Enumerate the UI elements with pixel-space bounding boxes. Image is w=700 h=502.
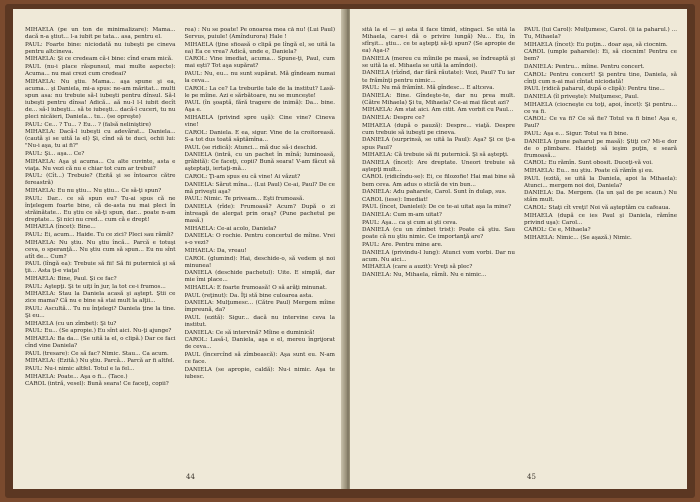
page-number-left: 44 [186,473,195,481]
dialogue-paragraph: PAUL (lîngă ea): Trebuie să fii! Să fii puternică şi să ţii... Asta ţi-e viaţa! [25,261,176,275]
dialogue-paragraph: DANIELA (rîzînd, dar fără răutate): Vezi, Paul? Tu iar te frămînţi pentru nimic... [362,70,515,84]
dialogue-paragraph: CAROL: Ce va fi? Ce să fie? Totul va fi bine! Aşa e, Paul? [524,116,677,130]
dialogue-paragraph: MIHAELA (care a auzit): Vreţi să plec? [362,264,473,271]
dialogue-paragraph: MIHAELA (cu un zîmbet): Şi tu? [25,320,117,327]
dialogue-paragraph: DANIELA (rîde): Frumoasă? Acum? După o zi întreagă de alergat prin oraş? (Pune pachetul pe masă.) [184,203,335,224]
dialogue-paragraph: MIHAELA (după o pauză): Despre... viaţă. Despre cum trebuie să iubeşti pe cineva. [362,122,515,136]
dialogue-paragraph: MIHAELA (după ce ies Paul şi Daniela, rămîne privind uşa): Carol... [524,212,677,226]
dialogue-paragraph: MIHAELA: Da, vreau! [184,247,247,254]
dialogue-paragraph: PAUL (lui Carol): Mulţumesc, Carol. (îi ia paharul.) ... Tu, Mihaela? [524,27,677,41]
dialogue-paragraph: PAUL (tresare): Ce să fac? Nimic. Stau... Ca acum. [25,350,169,357]
dialogue-paragraph: DANIELA: Adu paharele, Carol. Sunt în dulap, sus. [362,189,507,196]
dialogue-paragraph: DANIELA: Da. Mergem. (Ia un şal de pe scaun.) Nu stăm mult. [524,190,677,204]
dialogue-paragraph: MIHAELA: Ce-ai acolo, Daniela? [184,225,277,232]
dialogue-paragraph: MIHAELA (încet): Bine... [25,224,96,231]
left-page-columns [25,27,335,467]
dialogue-paragraph: MIHAELA (privind spre uşă): Cine vine? Cineva vine! [184,115,335,129]
dialogue-paragraph: PAUL: (Cît...) Trebuie? (Ezită şi se întoarce către fereastră) [25,173,176,187]
dialogue-paragraph: CAROL: La ce? La treburile tale de la institut? Lasă-le pe mîine. Azi e sărbătoare, nu se munceşte! [184,85,335,99]
dialogue-paragraph: DANIELA: Pentru... mîine. Pentru concert. [524,64,645,71]
dialogue-paragraph: MIHAELA: Aşa şi acuma... Cu alte cuvinte, asta e viaţa. Nu vezi că nu e chiar tot cum ar trebui? [25,158,176,172]
dialogue-paragraph: PAUL: Ascultă... Tu nu înţelegi? Daniela ţine la tine. Şi eu... [25,306,176,320]
dialogue-paragraph: PAUL: Nu mă frămînt. Mă gîndesc... E altceva. [362,85,495,92]
dialogue-paragraph: CAROL (glumind): Hai, deschide-o, să vedem şi noi minunea! [184,255,335,269]
dialogue-paragraph: DANIELA (îl priveşte): Mulţumesc, Paul. [524,93,639,100]
left-page [13,9,346,489]
dialogue-paragraph: DANIELA: Nu, Mihaela, rămîi. Nu e nimic... [362,272,487,279]
dialogue-paragraph: MIHAELA: Nu ştiu. Nu ştiu încă... Parcă e totuşi ceva, o speranţă... Nu ştiu cum să spun... Eu nu sînt atît de... Cum? [25,239,176,260]
dialogue-paragraph: DANIELA (pune paharul pe masă): Ştiţi ce? Mi-e dor de o plimbare. Haideţi să ieşim puţin, e seară frumoasă... [524,138,677,159]
dialogue-paragraph: PAUL: Eu... (Se apropie.) Eu sînt aici. Nu-ţi ajunge? [25,328,172,335]
dialogue-paragraph: MIHAELA: E foarte frumoasă! O să arăţi minunat. [184,284,327,291]
dialogue-paragraph: DANIELA (mereu cu mîinile pe masă, se îndreaptă şi se uită la el. Mihaela se uită la amîndoi). [362,55,515,69]
dialogue-paragraph: sită la el — şi asta îl face tîmid, stîngaci. Se uită la Mihaela, care-i dă o privire lungă) Nu... Eu, în sfîrşit... ştiu... ce te aştepţi să-ţi spun? (Se apropie de ea) Aşa-i? [362,27,515,55]
dialogue-paragraph: MIHAELA: Stau la Daniela acasă şi aştept. Ştii ce zice mama? Că nu e bine să stai mult la alţii... [25,291,176,305]
dialogue-paragraph: PAUL (încercînd să zîmbească): Aşa sunt eu. N-am ce face. [184,351,335,365]
dialogue-paragraph: MIHAELA: Bine, Paul. Şi ce fac? [25,276,117,283]
dialogue-paragraph: DANIELA: Cum m-am uitat? [362,212,442,219]
dialogue-paragraph: CAROL (iese): Imediat! [362,196,428,203]
dialogue-paragraph: CAROL: Staţi cît vreţi! Noi vă aşteptăm cu cafeaua. [524,205,671,212]
dialogue-paragraph: DANIELA (intră, cu un pachet în mînă; luminoasă, grăbită): Ce faceţi, copii? Bună seara! V-am făcut să aşteptaţi, iertaţi-mă... [184,152,335,173]
right-page [350,9,687,489]
dialogue-paragraph: CAROL: Eu rămîn. Sunt obosit. Duceţi-vă voi. [524,160,653,167]
dialogue-paragraph: PAUL: Aştepţi. Şi te uiţi în jur, la tot ce-i frumos... [25,283,166,290]
dialogue-paragraph: rea) : Nu se poate! Pe onoarea mea că nu! (Lui Paul) Servus, puiule! (Amîndurora) Hale ! [184,27,335,41]
dialogue-paragraph: CAROL: Vine imediat, acuma... Spune-ţi, Paul, cum mai eşti? Tot aşa supărat? [184,56,335,70]
dialogue-paragraph: PAUL (în şoaptă, fără tragere de inimă): Da... bine. Aşa e. [184,100,335,114]
open-book [5,4,695,498]
dialogue-paragraph: DANIELA (se apropie, caldă): Nu-i nimic. Aşa te iubesc. [184,366,335,380]
dialogue-paragraph: PAUL (ezită): Sigur... dacă nu intervine ceva la institut. [184,314,335,328]
dialogue-paragraph: DANIELA: Sărut mîna... (Lui Paul) Ce-ai, Paul? De ce mă priveşti aşa? [184,181,335,195]
dialogue-paragraph: CAROL (umple paharele): Ei, să ciocnim! Pentru ce bem? [524,49,677,63]
dialogue-paragraph: MIHAELA: Nu ştiu. Mama... aşa spune şi ea, acuma... şi Daniela, mi-a spus: ne-am măritat... multi spun asa: nu trebuie să-l iubeşti pentru dînsul. Să-l iubeşti pentru dînsa! Adică... aă nu-l l-l iubit decît de... să-l iubeşti... să te iubeşti... dacă-l cuceri, tu nu pleci nicăieri, Daniela... tu... (se opreşte) [25,78,176,120]
dialogue-paragraph: PAUL (ezită, se uită la Daniela, apoi la Mihaela): Atunci... mergem noi doi, Daniela? [524,175,677,189]
dialogue-paragraph: DANIELA (privindu-l lung): Atunci vom vorbi. Dar nu acum. Nu aici... [362,249,515,263]
dialogue-paragraph: CAROL: Lasă-l, Daniela, aşa e el, mereu îngrijorat de ceva... [184,337,335,351]
dialogue-paragraph: PAUL (încet, Danielei): De ce te-ai uitat aşa la mine? [362,204,511,211]
dialogue-paragraph: PAUL (ridică paharul, după o clipă): Pentru tine... [524,86,665,93]
dialogue-paragraph: DANIELA (deschide pachetul): Uite. E simplă, dar mie îmi place... [184,270,335,284]
dialogue-paragraph: PAUL: Ce... ? Tu... ? Eu... ? (falsă neliniştire) [25,121,151,128]
dialogue-paragraph: DANIELA: O rochie. Pentru concertul de mîine. Vrei s-o vezi? [184,233,335,247]
dialogue-paragraph: PAUL: Are. Pentru mine are. [362,242,443,249]
dialogue-paragraph: PAUL: Nimic. Te priveam... Eşti frumoasă. [184,196,305,203]
dialogue-paragraph: MIHAELA: Dacă-l iubeşti cu adevărat... Daniela... (caută şi se uită la el) Şi, cînd să te duci, ochii lui: "Nu-i aşa, tu ai fi?" [25,129,176,150]
dialogue-paragraph: MIHAELA: Am stat aici. Am citit. Am vorbit cu Paul... [362,107,514,114]
dialogue-paragraph: MIHAELA: Şi ce credeam că-i bine: cînd eram mică. [25,56,173,63]
dialogue-paragraph: DANIELA (încet): Are dreptate. Uneori trebuie să aştepţi mult... [362,159,515,173]
dialogue-paragraph: MIHAELA (ciocneşte cu toţi, apoi, încet): Şi pentru... ce va fi. [524,101,677,115]
dialogue-paragraph: DANIELA: Bine. Gîndeşte-te, dar nu prea mult. (Către Mihaela) Şi tu, Mihaela? Ce-ai mai făcut azi? [362,92,515,106]
dialogue-paragraph: PAUL: Şi... aşa... Ce? [25,150,85,157]
dialogue-paragraph: MIHAELA: Eu nu ştiu... Nu ştiu... Ce să-ţi spun? [25,187,162,194]
dialogue-paragraph: PAUL: Foarte bine: niciodată nu iubeşti pe cineva pentru altcineva. [25,41,176,55]
dialogue-paragraph: MIHAELA (pe un ton de minimalizare): Mama... dacă n-a ştiut... l-a iubit pe tata... asa, pentru el. [25,27,176,41]
dialogue-paragraph: MIHAELA (încet): Eu puţin... doar aşa, să ciocnim. [524,41,668,48]
left-column-2 [185,27,336,467]
dialogue-paragraph: DANIELA (cu un zîmbet trist): Poate că ştiu. Sau poate că nu ştiu nimic. Ce importanţă are? [362,227,515,241]
dialogue-paragraph: MIHAELA: Că trebuie să fii puternică. Şi să aştepţi. [362,152,509,159]
dialogue-paragraph: MIHAELA: (Ezită.) Nu ştiu. Parcă... Parcă ar fi altfel. [25,358,175,365]
dialogue-paragraph: MIHAELA: Eu... nu ştiu. Poate că rămîn şi eu. [524,168,654,175]
dialogue-paragraph: PAUL: Nu-i nimic altfel. Totul e la fel... [25,366,135,372]
right-page-columns [362,27,677,467]
dialogue-paragraph: PAUL (se ridică): Atunci... mă duc să-i deschid. [184,144,318,151]
dialogue-paragraph: PAUL: Ei, acum... Haide. Tu ce zici? Pleci sau rămîi? [25,232,174,239]
right-column-2 [524,27,677,467]
dialogue-paragraph: PAUL: Aşa e... Sigur. Totul va fi bine. [524,131,629,137]
dialogue-paragraph: CAROL: Daniela. E ea, sigur. Vine de la croitoreasă. S-a tot dus toată săptămîna... [184,129,335,143]
dialogue-paragraph: CAROL: Ce e, Mihaela? [524,227,591,234]
dialogue-paragraph: PAUL: Nu, eu... nu sunt supărat. Mă gîndeam numai la ceva... [184,71,335,85]
dialogue-paragraph: CAROL (ridicîndu-se): Ei, ce filozofie! Hai mai bine să bem ceva. Am adus o sticlă de vin bun... [362,174,515,188]
dialogue-paragraph: PAUL (nu-i place răspunsul, mai multe aspecte): Acuma... nu mai crezi cum credeai? [25,64,176,78]
dialogue-paragraph: CAROL: Ţi-am spus eu că vine! Ai văzut? [184,173,301,180]
right-column-1 [362,27,515,467]
left-column-1 [25,27,176,467]
dialogue-paragraph: PAUL: Dar... ce să spun eu? Tu-ai spus că ne înţelegem foarte bine, că de-asta nu mai pleci în străinătate... Eu ştiu ce să-ţi spun, dar... poate n-am dreptate... Şi nici nu cred... cum că e drept! [25,195,176,223]
dialogue-paragraph: MIHAELA: Nimic... (Se aşază.) Nimic. [524,235,632,241]
dialogue-paragraph: PAUL (reţinut): Da. Îţi stă bine culoarea asta. [184,292,314,299]
dialogue-paragraph: MIHAELA: Poate... Aşa o fi... (Tace.) [25,373,128,380]
dialogue-paragraph: MIHAELA (ţine sfioasă o clipă pe lîngă el, se uită la ea) Ea ce vrea? Adică, unde e, Daniela? [184,41,335,55]
dialogue-paragraph: DANIELA: Despre ce? [362,115,425,122]
dialogue-paragraph: DANIELA: Mulţumesc... (Către Paul) Mergem mîine împreună, da? [184,300,335,314]
dialogue-paragraph: PAUL: Aşa... ca şi cum ai şti ceva. [362,219,458,226]
dialogue-paragraph: CAROL: Pentru concert! Şi pentru tine, Daniela, să cînţi cum n-ai mai cîntat niciodată! [524,71,677,85]
dialogue-paragraph: CAROL (intră, vesel): Bună seara! Ce faceţi, copii? [25,381,169,388]
dialogue-paragraph: MIHAELA: Ba da... (Se uită la el, o clipă.) Dar ce faci cînd vine Daniela? [25,336,176,350]
dialogue-paragraph: DANIELA: Ce să intervină? Mîine e duminică! [184,329,315,336]
page-number-right: 45 [527,473,536,481]
dialogue-paragraph: DANIELA (surprinsă, se uită la Paul): Aşa? Şi ce ţi-a spus Paul? [362,137,515,151]
